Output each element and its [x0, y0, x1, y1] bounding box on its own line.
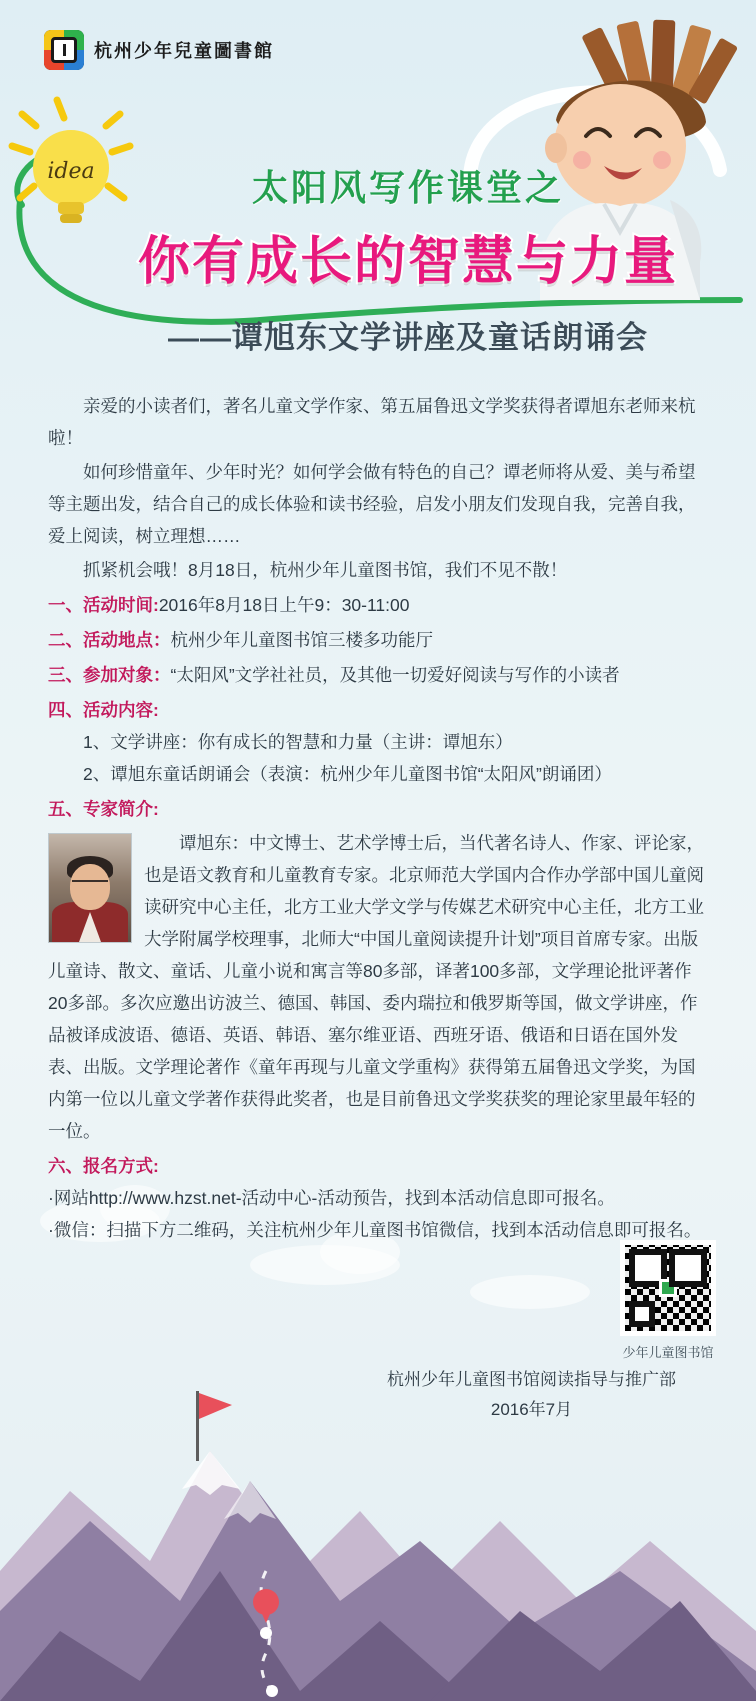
signup-wechat-line: ·微信：扫描下方二维码，关注杭州少年儿童图书馆微信，找到本活动信息即可报名。: [48, 1220, 702, 1240]
header: [44, 30, 274, 70]
expert-portrait: [48, 833, 132, 943]
section-time-value: 2016年8月18日上午9：30-11:00: [158, 595, 410, 615]
title-line3: ——谭旭东文学讲座及童话朗诵会: [168, 320, 648, 355]
qr-caption: 少年儿童图书馆: [622, 1345, 714, 1360]
qr-code-icon[interactable]: [620, 1240, 716, 1336]
section-location: [48, 624, 708, 656]
section-activities: [48, 694, 708, 726]
section-signup: [48, 1150, 708, 1182]
footer-org: 杭州少年儿童图书馆阅读指导与推广部: [387, 1370, 676, 1389]
activity-item: 2、谭旭东童话朗诵会（表演：杭州少年儿童图书馆“太阳风”朗诵团）: [83, 764, 612, 784]
section-expert: [48, 793, 708, 825]
section-time-label: 一、活动时间:: [48, 595, 159, 615]
map-pin-icon: [253, 1589, 279, 1623]
signup-website-line: ·网站http://www.hzst.net-活动中心-活动预告，找到本活动信息即可报名。: [48, 1188, 615, 1208]
title-line2: 你有成长的智慧与力量: [137, 233, 678, 291]
section-audience-label: 三、参加对象：: [48, 665, 171, 685]
library-logo-icon: [44, 30, 84, 70]
section-expert-label: 五、专家简介:: [48, 799, 159, 819]
section-location-label: 二、活动地点：: [48, 630, 171, 650]
idea-bulb-label: idea: [47, 159, 95, 184]
section-activities-label: 四、活动内容:: [48, 700, 159, 720]
intro-paragraph-1: 亲爱的小读者们，著名儿童文学作家、第五届鲁迅文学奖获得者谭旭东老师来杭啦！: [48, 396, 696, 448]
library-name: 杭州少年兒童圖書館: [94, 41, 274, 62]
section-time: [48, 589, 708, 621]
footer-date: 2016年7月: [490, 1400, 573, 1419]
expert-bio-block: [48, 827, 708, 1147]
section-signup-label: 六、报名方式:: [48, 1156, 159, 1176]
expert-bio-text: 谭旭东：中文博士、艺术学博士后，当代著名诗人、作家、评论家，也是语文教育和儿童教育专家。北京师范大学国内合作办学部中国儿童阅读研究中心主任，北方工业大学文学与传媒艺术研究中心主任，北方工业大学附属学校理事，北师大“中国儿童阅读提升计划”项目首席专家。出版儿童诗、散文、童话、儿童小说和寓言等80多部，译著100多部，文学理论批评著作20多部。多次应邀出访波兰、德国、韩国、委内瑞拉和俄罗斯等国，做文学讲座，作品被译成波语、德语、英语、韩语、塞尔维亚语、西班牙语、俄语和日语在国外发表、出版。文学理论著作《童年再现与儿童文学重构》获得第五届鲁迅文学奖，为国内第一位以儿童文学著作获得此奖者，也是目前鲁迅文学奖获奖的理论家里最年轻的一位。: [48, 833, 704, 1141]
qr-block: [620, 1240, 716, 1361]
footer-signature: [387, 1365, 676, 1425]
main-content: [48, 390, 708, 1246]
red-flag-icon: [196, 1391, 232, 1461]
title-line1: 太阳风写作课堂之: [251, 167, 564, 208]
title-block: [0, 160, 756, 357]
section-audience-value: “太阳风”文学社社员，及其他一切爱好阅读与写作的小读者: [170, 665, 620, 685]
intro-paragraph-2: 如何珍惜童年、少年时光？如何学会做有特色的自己？谭老师将从爱、美与希望等主题出发，结合自己的成长体验和读书经验，启发小朋友们发现自我，完善自我，爱上阅读，树立理想……: [48, 462, 696, 546]
activity-item: 1、文学讲座：你有成长的智慧和力量（主讲：谭旭东）: [83, 732, 513, 752]
section-audience: [48, 659, 708, 691]
section-location-value: 杭州少年儿童图书馆三楼多功能厅: [170, 630, 433, 650]
intro-paragraph-3: 抓紧机会哦！8月18日，杭州少年儿童图书馆，我们不见不散！: [83, 560, 568, 580]
